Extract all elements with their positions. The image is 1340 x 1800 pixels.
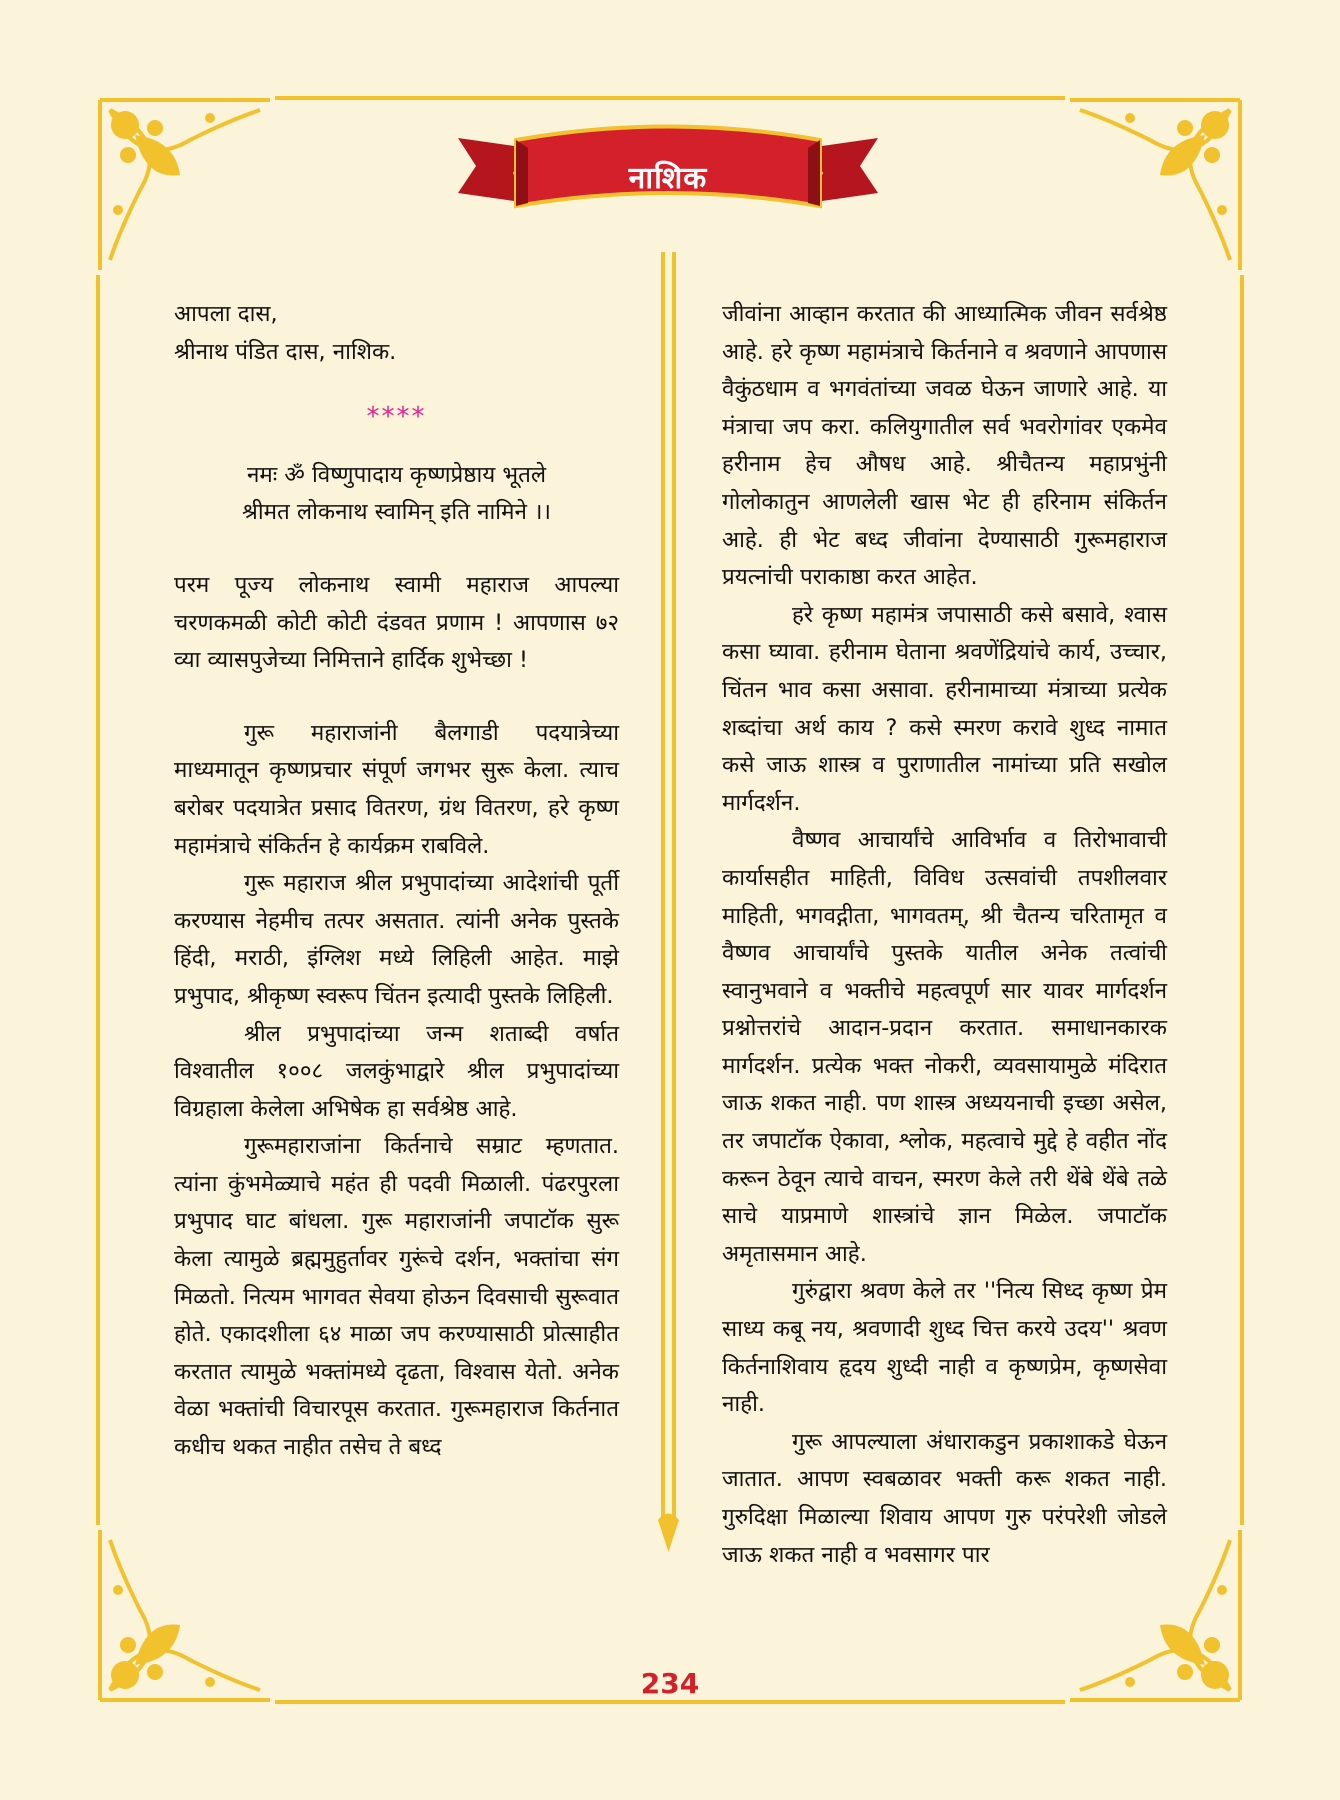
stars-separator: **** <box>366 402 427 433</box>
signoff-line-2: श्रीनाथ पंडित दास, नाशिक. <box>174 338 397 365</box>
right-paragraph-2: हरे कृष्ण महामंत्र जपासाठी कसे बसावे, श्वास कसा घ्यावा. हरीनाम घेताना श्रवणेंद्रियांचे कार्य, उच्चार, चिंतन भाव कसा असावा. हरीनामाच्या मंत्राच्या प्रत्येक शब्दांचा अर्थ काय ? कसे स्मरण करावे शुध्द नामात कसे जाऊ शास्त्र व पुराणातील नामांच्या प्रति सखोल मार्गदर्शन. <box>722 601 1167 816</box>
corner-ornament-top-right <box>1070 80 1260 270</box>
right-paragraph-3: वैष्णव आचार्यांचे आविर्भाव व तिरोभावाची कार्यासहीत माहिती, विविध उत्सवांची तपशीलवार माहिती, भगवद्गीता, भागवतम्, श्री चैतन्य चरितामृत व वैष्णव आचार्यांचे पुस्तके यातील अनेक तत्वांची स्वानुभवाने व भक्तीचे महत्वपूर्ण सार यावर मार्गदर्शन प्रश्नोत्तरांचे आदान-प्रदान करतात. समाधानकारक मार्गदर्शन. प्रत्येक भक्त नोकरी, व्यवसायामुळे मंदिरात जाऊ शकत नाही. पण शास्त्र अध्ययनाची इच्छा असेल, तर जपाटॉक ऐकावा, श्लोक, महत्वाचे मुद्दे हे वहीत नोंद करून ठेवून त्याचे वाचन, स्मरण केले तरी थेंबे थेंबे तळे साचे याप्रमाणे शास्त्रांचे ज्ञान मिळेल. जपाटॉक अमृतासमान आहे. <box>722 827 1167 1267</box>
verse-line-2: श्रीमत लोकनाथ स्वामिन् इति नामिने ।। <box>241 499 552 526</box>
title-banner <box>458 118 878 228</box>
frame-right-line <box>1240 275 1244 1525</box>
right-column <box>722 296 1167 1574</box>
left-paragraph-2: गुरू महाराज श्रील प्रभुपादांच्या आदेशांची पूर्ती करण्यास नेहमीच तत्पर असतात. त्यांनी अनेक पुस्तके हिंदी, मराठी, इंग्लिश मध्ये लिहिली आहेत. माझे प्रभुपाद, श्रीकृष्ण स्वरूप चिंतन इत्यादी पुस्तके लिहिली. <box>174 870 619 1009</box>
corner-ornament-top-left <box>80 80 270 270</box>
left-column <box>174 296 619 1467</box>
page-title: नाशिक <box>628 161 708 196</box>
frame-left-line <box>96 275 100 1525</box>
verse-line-1: नमः ॐ विष्णुपादाय कृष्णप्रेष्ठाय भूतले <box>246 461 547 488</box>
page-number: 234 <box>640 1667 700 1700</box>
frame-bottom-line <box>275 1700 1065 1704</box>
frame-top-line <box>275 96 1065 100</box>
column-divider <box>656 252 681 1592</box>
right-paragraph-4: गुरुंद्वारा श्रवण केले तर ''नित्य सिध्द कृष्ण प्रेम साध्य कबू नय, श्रवणादी शुध्द चित्त करये उदय'' श्रवण किर्तनाशिवाय हृदय शुध्दी नाही व कृष्णप्रेम, कृष्णसेवा नाही. <box>722 1278 1167 1418</box>
left-paragraph-4: गुरूमहाराजांना किर्तनाचे सम्राट म्हणतात. त्यांना कुंभमेळ्याचे महंत ही पदवी मिळाली. पंढरपुरला प्रभुपाद घाट बांधला. गुरू महाराजांनी जपाटॉक सुरू केला त्यामुळे ब्रह्ममुहुर्तावर गुरूंचे दर्शन, भक्तांचा संग मिळतो. नित्यम भागवत सेवया होऊन दिवसाची सुरूवात होते. एकादशीला ६४ माळा जप करण्यासाठी प्रोत्साहीत करतात त्यामुळे भक्तांमध्ये दृढता, विश्वास येतो. अनेक वेळा भक्तांची विचारपूस करतात. गुरूमहाराज किर्तनात कधीच थकत नाहीत तसेच ते बध्द <box>174 1133 619 1461</box>
right-paragraph-1: जीवांना आव्हान करतात की आध्यात्मिक जीवन सर्वश्रेष्ठ आहे. हरे कृष्ण महामंत्राचे किर्तनाने व श्रवणाने आपणास वैकुंठधाम व भगवंतांच्या जवळ घेऊन जाणारे आहे. या मंत्राचा जप करा. कलियुगातील सर्व भवरोगांवर एकमेव हरीनाम हेच औषध आहे. श्रीचैतन्य महाप्रभुंनी गोलोकातुन आणलेली खास भेट ही हरिनाम संकिर्तन आहे. ही भेट बध्द जीवांना देण्यासाठी गुरूमहाराज प्रयत्नांची पराकाष्ठा करत आहेत. <box>722 301 1167 591</box>
greeting-paragraph: परम पूज्य लोकनाथ स्वामी महाराज आपल्या चरणकमळी कोटी कोटी दंडवत प्रणाम ! आपणास ७२ व्या व्यासपुजेच्या निमित्ताने हार्दिक शुभेच्छा ! <box>174 571 619 674</box>
left-paragraph-3: श्रील प्रभुपादांच्या जन्म शताब्दी वर्षात विश्वातील १००८ जलकुंभाद्वारे श्रील प्रभुपादांच्या विग्रहाला केलेला अभिषेक हा सर्वश्रेष्ठ आहे. <box>174 1020 619 1122</box>
signoff-line-1: आपला दास, <box>174 301 278 327</box>
left-paragraph-1: गुरू महाराजांनी बैलगाडी पदयात्रेच्या माध्यमातून कृष्णप्रचार संपूर्ण जगभर सुरू केला. त्याच बरोबर पदयात्रेत प्रसाद वितरण, ग्रंथ वितरण, हरे कृष्ण महामंत्राचे संकिर्तन हे कार्यक्रम राबविले. <box>174 719 619 859</box>
right-paragraph-5: गुरू आपल्याला अंधाराकडुन प्रकाशाकडे घेऊन जातात. आपण स्वबळावर भक्ती करू शकत नाही. गुरुदिक्षा मिळाल्या शिवाय आपण गुरु परंपरेशी जोडले जाऊ शकत नाही व भवसागर पार <box>722 1428 1167 1568</box>
